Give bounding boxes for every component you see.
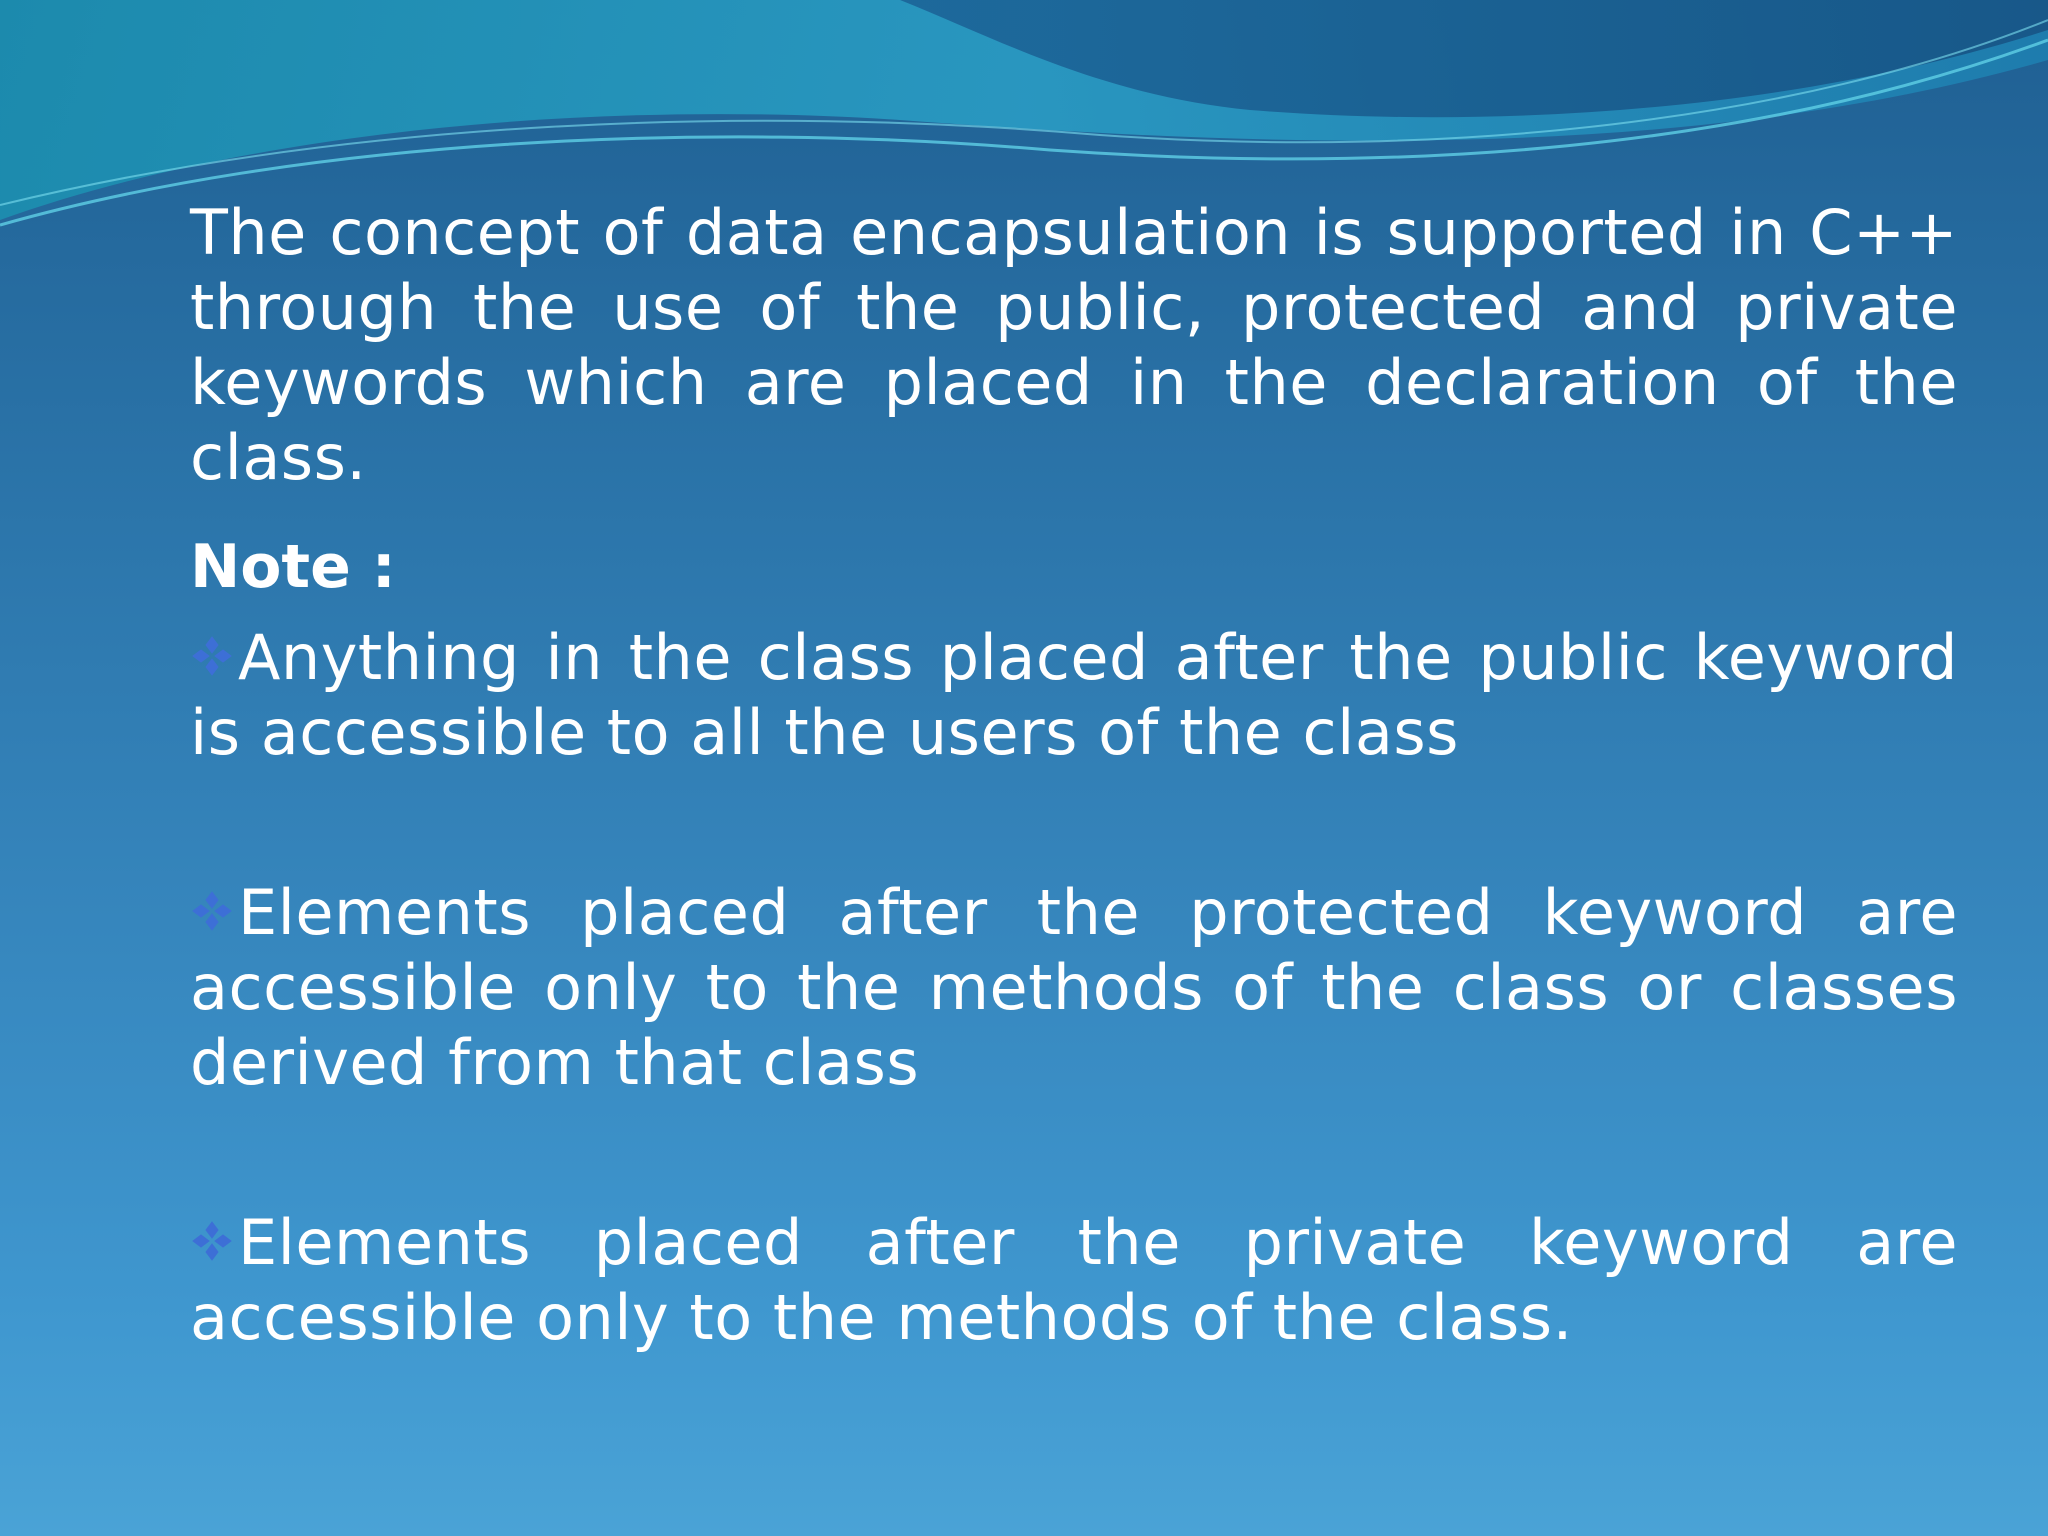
intro-paragraph: The concept of data encapsulation is supported in C++ through the use of the public, protected and private keywords which are placed in the declaration of the class. [190, 196, 1958, 494]
bullet-item-protected [190, 875, 1958, 1100]
bullet-text-private: Elements placed after the private keyword are accessible only to the methods of the class. [190, 1206, 1958, 1354]
note-heading: Note : [190, 532, 396, 602]
diamond-bullet-icon [190, 889, 234, 933]
slide-content [190, 195, 1958, 1354]
bullet-text-public: Anything in the class placed after the public keyword is accessible to all the users of the class [190, 621, 1958, 769]
diamond-bullet-icon [190, 1219, 234, 1263]
diamond-bullet-icon [190, 634, 234, 678]
bullet-item-private [190, 1205, 1958, 1355]
bullet-item-public [190, 620, 1958, 770]
bullet-text-protected: Elements placed after the protected keyword are accessible only to the methods of the class or classes derived from that class [190, 876, 1958, 1099]
